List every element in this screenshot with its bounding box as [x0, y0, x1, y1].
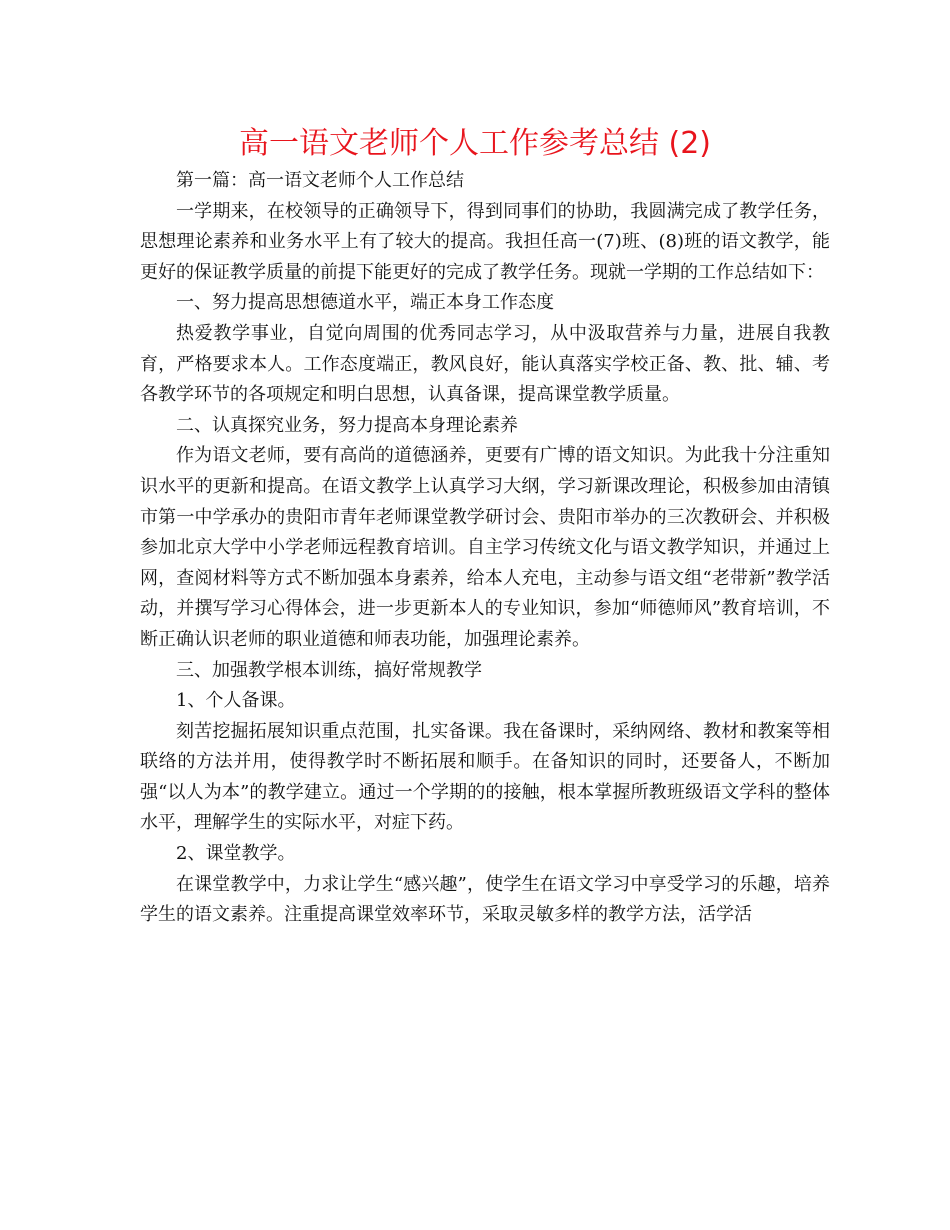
paragraph: 刻苦挖掘拓展知识重点范围，扎实备课。我在备课时，采纳网络、教材和教案等相联络的方法并用，使得教学时不断拓展和顺手。在备知识的同时，还要备人，不断加强“以人为本”的教学建立。通过一个学期的的接触，根本掌握所教班级语文学科的整体水平，理解学生的实际水平，对症下药。: [140, 720, 830, 834]
paragraph: 作为语文老师，要有高尚的道德涵养，更要有广博的语文知识。为此我十分注重知识水平的更新和提高。在语文教学上认真学习大纲，学习新课改理论，积极参加由清镇市第一中学承办的贵阳市青年老师课堂教学研讨会、贵阳市举办的三次教研会、并积极参加北京大学中小学老师远程教育培训。自主学习传统文化与语文教学知识，并通过上网，查阅材料等方式不断加强本身素养，给本人充电，主动参与语文组“老带新”教学活动，并撰写学习心得体会，进一步更新本人的专业知识，参加“师德师风”教育培训，不断正确认识老师的职业道德和师表功能，加强理论素养。: [140, 445, 830, 650]
paragraph: 热爱教学事业，自觉向周围的优秀同志学习，从中汲取营养与力量，进展自我教育，严格要求本人。工作态度端正，教风良好，能认真落实学校正备、教、批、辅、考各教学环节的各项规定和明白思想，认真备课，提高课堂教学质量。: [140, 322, 830, 406]
section-heading: 一、努力提高思想德道水平，端正本身工作态度: [176, 292, 554, 314]
section-heading: 三、加强教学根本训练，搞好常规教学: [176, 659, 482, 681]
document-body: [140, 166, 830, 931]
paragraph: 在课堂教学中，力求让学生“感兴趣”，使学生在语文学习中享受学习的乐趣，培养学生的语文素养。注重提高课堂效率环节，采取灵敏多样的教学方法，活学活: [140, 873, 830, 926]
section-heading: 第一篇：高一语文老师个人工作总结: [176, 170, 464, 191]
subsection-heading: 2、课堂教学。: [176, 843, 296, 865]
document-title: 高一语文老师个人工作参考总结 (2): [238, 126, 712, 161]
paragraph: 一学期来，在校领导的正确领导下，得到同事们的协助，我圆满完成了教学任务，思想理论素养和业务水平上有了较大的提高。我担任高一(7)班、(8)班的语文教学，能更好的保证教学质量的前提下能更好的完成了教学任务。现就一学期的工作总结如下：: [140, 200, 830, 283]
subsection-heading: 1、个人备课。: [176, 690, 296, 712]
section-heading: 二、认真探究业务，努力提高本身理论素养: [176, 414, 518, 436]
